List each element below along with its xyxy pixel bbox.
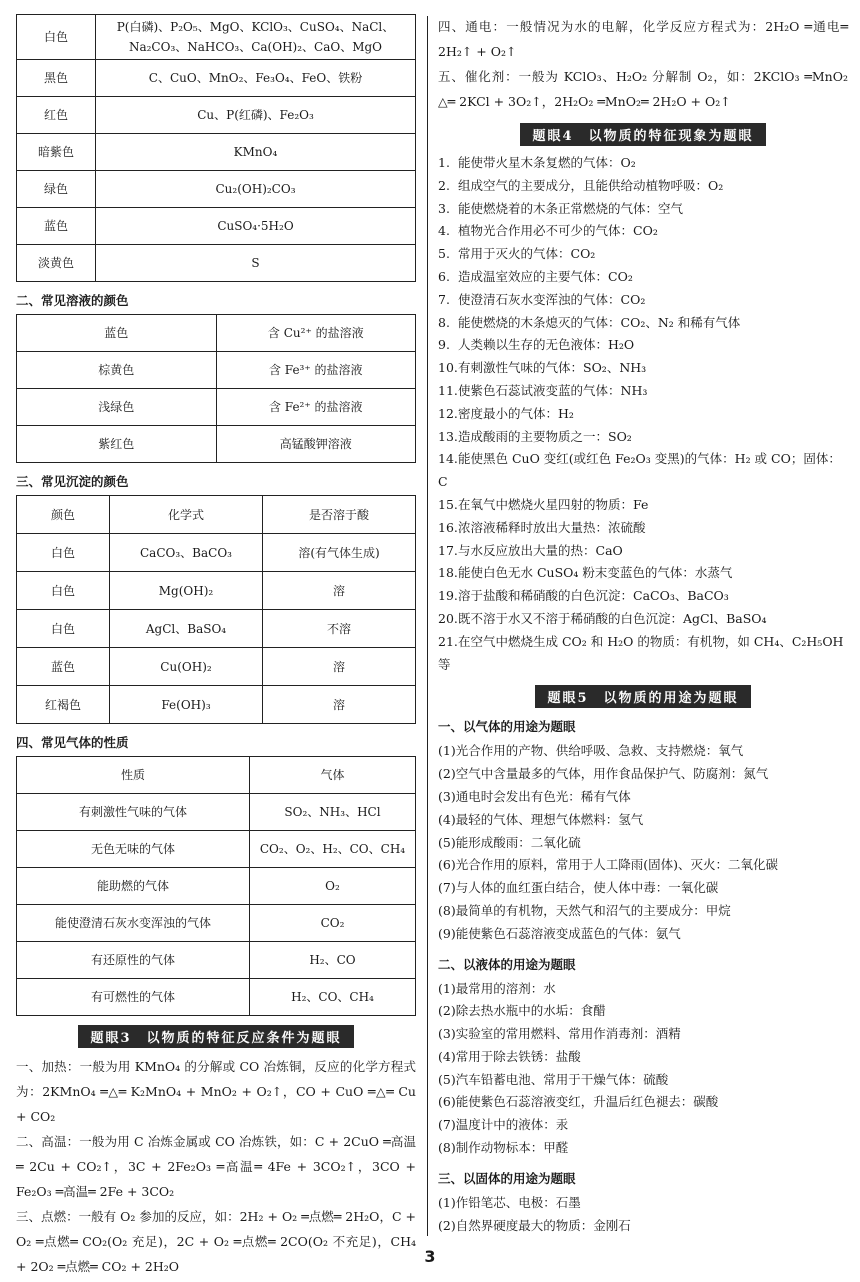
item-number: 12.: [438, 405, 458, 421]
header-cell: 化学式: [110, 496, 263, 534]
item-number: 16.: [438, 519, 458, 535]
section-solid-use-title: 三、以固体的用途为题眼: [438, 1170, 576, 1186]
table-cell: CO₂: [250, 905, 416, 942]
table-cell: Mg(OH)₂: [110, 572, 263, 610]
paragraph-high-temperature: 二、高温：一般为用 C 冶炼金属或 CO 冶炼铁，如：C + 2CuO ═高温═ 2Cu + CO₂↑，3C + 2Fe₂O₃ ═高温═ 4Fe + 3CO₂↑，3CO + Fe₂O₃ ═高温═ 2Fe + 3CO₂: [16, 1134, 416, 1199]
list-item: [438, 175, 848, 198]
list-item: (3)通电时会发出有色光：稀有气体: [438, 788, 631, 804]
table-cell: AgCl、BaSO₄: [110, 610, 263, 648]
item-text: 组成空气的主要成分，且能供给动植物呼吸：O₂: [458, 177, 724, 193]
list-item: [438, 403, 848, 426]
list-item: (1)最常用的溶剂：水: [438, 980, 556, 996]
table-cell: CaCO₃、BaCO₃: [110, 534, 263, 572]
right-column: [438, 14, 848, 1237]
list-item: (3)实验室的常用燃料、常用作消毒剂：酒精: [438, 1026, 681, 1042]
list-item: [438, 540, 848, 563]
item-number: 11.: [438, 382, 458, 398]
table-row: [17, 534, 416, 572]
substance-cell: P(白磷)、P₂O₅、MgO、KClO₃、CuSO₄、NaCl、Na₂CO₃、NaHCO₃、Ca(OH)₂、CaO、MgO: [96, 15, 416, 60]
list-item: [438, 585, 848, 608]
list-item: [438, 334, 848, 357]
list-item: [438, 220, 848, 243]
table-row: [17, 171, 416, 208]
item-text: 在氧气中燃烧火星四射的物质：Fe: [458, 496, 649, 512]
list-item: (2)空气中含量最多的气体，用作食品保护气、防腐剂：氮气: [438, 766, 769, 782]
table-row: [17, 648, 416, 686]
item-text: 人类赖以生存的无色液体：H₂O: [458, 337, 635, 353]
solid-use-list: [438, 1192, 848, 1238]
table-header-row: [17, 757, 416, 794]
item-number: 19.: [438, 588, 458, 604]
section-gas-use-title: 一、以气体的用途为题眼: [438, 719, 576, 735]
list-item: [438, 243, 848, 266]
item-number: 10.: [438, 360, 458, 376]
table-row: [17, 134, 416, 171]
list-item: [438, 562, 848, 585]
list-item: (6)光合作用的原料，常用于人工降雨(固体)、灭火：二氧化碳: [438, 857, 778, 873]
header-cell: 颜色: [17, 496, 110, 534]
list-item: (8)最简单的有机物，天然气和沼气的主要成分：甲烷: [438, 902, 731, 918]
table-cell: 溶: [263, 572, 416, 610]
list-item: (9)能使紫色石蕊溶液变成蓝色的气体：氨气: [438, 925, 681, 941]
list-item: (5)汽车铅蓄电池、常用于干燥气体：硫酸: [438, 1071, 669, 1087]
color-cell: 暗紫色: [17, 134, 96, 171]
item-text: 植物光合作用必不可少的气体：CO₂: [458, 223, 658, 239]
list-item: [438, 198, 848, 221]
list-item: (7)温度计中的液体：汞: [438, 1117, 569, 1133]
table-cell: 白色: [17, 534, 110, 572]
table-row: [17, 352, 416, 389]
table-cell: 溶: [263, 648, 416, 686]
table-row: [17, 245, 416, 282]
banner-topic-5: 题眼5 以物质的用途为题眼: [535, 685, 750, 708]
item-text: 浓溶液稀释时放出大量热：浓硫酸: [458, 519, 646, 535]
color-cell: 绿色: [17, 171, 96, 208]
substance-cell: KMnO₄: [96, 134, 416, 171]
item-number: 3.: [438, 200, 450, 216]
table-cell: 不溶: [263, 610, 416, 648]
description-cell: 含 Cu²⁺ 的盐溶液: [216, 315, 416, 352]
color-cell: 浅绿色: [17, 389, 217, 426]
banner-topic-3: 题眼3 以物质的特征反应条件为题眼: [78, 1025, 353, 1048]
table-row: [17, 610, 416, 648]
solid-color-table: [16, 14, 416, 282]
precipitate-table: [16, 495, 416, 724]
list-item: [438, 517, 848, 540]
table-row: [17, 868, 416, 905]
table-row: [17, 426, 416, 463]
list-item: (5)能形成酸雨：二氧化硫: [438, 834, 581, 850]
column-divider: [427, 16, 428, 1236]
paragraph-ignition: 三、点燃：一般有 O₂ 参加的反应，如：2H₂ + O₂ ═点燃═ 2H₂O，C + O₂ ═点燃═ CO₂(O₂ 充足)，2C + O₂ ═点燃═ 2CO(O₂ 不充足)，CH₄ + 2O₂ ═点燃═ CO₂ + 2H₂O: [16, 1209, 416, 1274]
list-item: [438, 608, 848, 631]
item-number: 21.: [438, 633, 458, 649]
list-item: (2)除去热水瓶中的水垢：食醋: [438, 1003, 606, 1019]
table-cell: 红褐色: [17, 686, 110, 724]
list-item: [438, 426, 848, 449]
description-cell: 含 Fe²⁺ 的盐溶液: [216, 389, 416, 426]
table-row: [17, 794, 416, 831]
item-number: 2.: [438, 177, 450, 193]
list-item: (4)最轻的气体、理想气体燃料：氢气: [438, 811, 644, 827]
item-text: 溶于盐酸和稀硝酸的白色沉淀：CaCO₃、BaCO₃: [458, 588, 729, 604]
color-cell: 蓝色: [17, 315, 217, 352]
list-item: [438, 494, 848, 517]
section-precipitate-title: 三、常见沉淀的颜色: [16, 474, 129, 489]
list-item: (8)制作动物标本：甲醛: [438, 1140, 569, 1156]
description-cell: 含 Fe³⁺ 的盐溶液: [216, 352, 416, 389]
table-cell: O₂: [250, 868, 416, 905]
table-cell: 有可燃性的气体: [17, 979, 250, 1016]
liquid-use-list: [438, 978, 848, 1160]
color-cell: 红色: [17, 97, 96, 134]
list-item: [438, 266, 848, 289]
list-item: (4)常用于除去铁锈：盐酸: [438, 1048, 581, 1064]
phenomenon-list: [438, 152, 848, 676]
item-text: 使澄清石灰水变浑浊的气体：CO₂: [458, 291, 646, 307]
list-item: [438, 448, 848, 494]
list-item: [438, 289, 848, 312]
table-row: [17, 905, 416, 942]
table-cell: H₂、CO: [250, 942, 416, 979]
list-item: [438, 357, 848, 380]
color-cell: 淡黄色: [17, 245, 96, 282]
left-column: [16, 14, 416, 1279]
list-item: (1)作铅笔芯、电极：石墨: [438, 1194, 581, 1210]
table-cell: Fe(OH)₃: [110, 686, 263, 724]
table-cell: 能助燃的气体: [17, 868, 250, 905]
list-item: (1)光合作用的产物、供给呼吸、急救、支持燃烧：氧气: [438, 743, 744, 759]
color-cell: 白色: [17, 15, 96, 60]
list-item: [438, 380, 848, 403]
item-text: 造成酸雨的主要物质之一：SO₂: [458, 428, 632, 444]
table-cell: 溶: [263, 686, 416, 724]
item-text: 能使带火星木条复燃的气体：O₂: [458, 155, 636, 170]
item-text: 与水反应放出大量的热：CaO: [458, 542, 623, 558]
table-cell: H₂、CO、CH₄: [250, 979, 416, 1016]
table-row: [17, 15, 416, 60]
table-cell: 白色: [17, 572, 110, 610]
header-cell: 气体: [250, 757, 416, 794]
section-liquid-use-title: 二、以液体的用途为题眼: [438, 956, 576, 972]
table-row: [17, 315, 416, 352]
item-text: 能使燃烧的木条熄灭的气体：CO₂、N₂ 和稀有气体: [458, 314, 741, 330]
description-cell: 高锰酸钾溶液: [216, 426, 416, 463]
item-text: 密度最小的气体：H₂: [458, 405, 574, 421]
item-text: 常用于灭火的气体：CO₂: [458, 246, 596, 262]
table-cell: SO₂、NH₃、HCl: [250, 794, 416, 831]
item-number: 8.: [438, 314, 450, 330]
solution-color-table: [16, 314, 416, 463]
item-number: 14.: [438, 451, 458, 467]
substance-cell: CuSO₄·5H₂O: [96, 208, 416, 245]
header-cell: 是否溶于酸: [263, 496, 416, 534]
list-item: (7)与人体的血红蛋白结合，使人体中毒：一氧化碳: [438, 880, 719, 896]
item-number: 20.: [438, 610, 458, 626]
table-row: [17, 208, 416, 245]
color-cell: 棕黄色: [17, 352, 217, 389]
banner-topic-4: 题眼4 以物质的特征现象为题眼: [520, 123, 765, 146]
table-row: [17, 831, 416, 868]
item-number: 18.: [438, 565, 458, 581]
list-item: (6)能使紫色石蕊溶液变红，升温后红色褪去：碳酸: [438, 1094, 719, 1110]
table-cell: 无色无味的气体: [17, 831, 250, 868]
list-item: [438, 312, 848, 335]
paragraph-heating: 一、加热：一般为用 KMnO₄ 的分解或 CO 冶炼铜，反应的化学方程式为：2KMnO₄ ═△═ K₂MnO₄ + MnO₂ + O₂↑，CO + CuO ═△═ Cu + CO₂: [16, 1059, 416, 1124]
item-text: 能使黑色 CuO 变红(或红色 Fe₂O₃ 变黑)的气体：H₂ 或 CO；固体：C: [438, 451, 841, 490]
table-header-row: [17, 496, 416, 534]
item-text: 能使白色无水 CuSO₄ 粉末变蓝色的气体：水蒸气: [458, 565, 733, 581]
item-number: 5.: [438, 246, 450, 262]
substance-cell: C、CuO、MnO₂、Fe₃O₄、FeO、铁粉: [96, 60, 416, 97]
item-text: 有刺激性气味的气体：SO₂、NH₃: [458, 360, 647, 376]
substance-cell: Cu、P(红磷)、Fe₂O₃: [96, 97, 416, 134]
section-solution-title: 二、常见溶液的颜色: [16, 293, 129, 308]
table-cell: 有刺激性气味的气体: [17, 794, 250, 831]
table-cell: 能使澄清石灰水变浑浊的气体: [17, 905, 250, 942]
header-cell: 性质: [17, 757, 250, 794]
table-cell: CO₂、O₂、H₂、CO、CH₄: [250, 831, 416, 868]
item-text: 能使燃烧着的木条正常燃烧的气体：空气: [458, 200, 684, 216]
table-row: [17, 572, 416, 610]
item-text: 造成温室效应的主要气体：CO₂: [458, 268, 633, 284]
table-cell: 有还原性的气体: [17, 942, 250, 979]
table-cell: 蓝色: [17, 648, 110, 686]
color-cell: 紫红色: [17, 426, 217, 463]
table-row: [17, 686, 416, 724]
page-number: 3: [424, 1247, 436, 1266]
table-row: [17, 60, 416, 97]
item-number: 4.: [438, 223, 450, 239]
item-number: 15.: [438, 496, 458, 512]
table-cell: 白色: [17, 610, 110, 648]
item-text: 使紫色石蕊试液变蓝的气体：NH₃: [458, 382, 648, 398]
item-text: 既不溶于水又不溶于稀硝酸的白色沉淀：AgCl、BaSO₄: [458, 610, 767, 626]
section-gas-title: 四、常见气体的性质: [16, 735, 129, 750]
color-cell: 黑色: [17, 60, 96, 97]
gas-property-table: [16, 756, 416, 1016]
table-cell: 溶(有气体生成): [263, 534, 416, 572]
paragraph-electrolysis: 四、通电：一般情况为水的电解，化学反应方程式为：2H₂O ═通电═ 2H₂↑ + O₂↑: [438, 19, 848, 59]
table-row: [17, 942, 416, 979]
item-number: 6.: [438, 268, 450, 284]
item-number: 17.: [438, 542, 458, 558]
item-number: 1.: [438, 155, 450, 170]
item-number: 9.: [438, 337, 450, 353]
table-cell: Cu(OH)₂: [110, 648, 263, 686]
list-item: (2)自然界硬度最大的物质：金刚石: [438, 1217, 631, 1233]
table-row: [17, 97, 416, 134]
gas-use-list: [438, 740, 848, 945]
item-number: 7.: [438, 291, 450, 307]
list-item: [438, 152, 848, 175]
paragraph-catalyst: 五、催化剂：一般为 KClO₃、H₂O₂ 分解制 O₂，如：2KClO₃ ═MnO₂ △═ 2KCl + 3O₂↑，2H₂O₂ ═MnO₂═ 2H₂O + O₂↑: [438, 69, 848, 109]
item-number: 13.: [438, 428, 458, 444]
table-row: [17, 979, 416, 1016]
substance-cell: S: [96, 245, 416, 282]
table-row: [17, 389, 416, 426]
item-text: 在空气中燃烧生成 CO₂ 和 H₂O 的物质：有机物，如 CH₄、C₂H₅OH 等: [438, 633, 844, 672]
substance-cell: Cu₂(OH)₂CO₃: [96, 171, 416, 208]
color-cell: 蓝色: [17, 208, 96, 245]
list-item: [438, 631, 848, 677]
